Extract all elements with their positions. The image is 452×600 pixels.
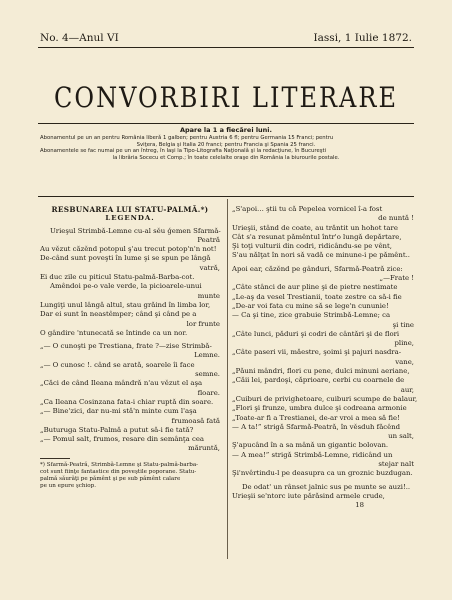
verse-line: „De-ar voi fata cu mine sǎ se lege'n cununie! [232,301,389,310]
verse-line: „Câte lunci, pǎduri şi codri de cântǎri şi de flori [232,329,400,338]
verse-line: şi tine [392,320,414,329]
verse-line: „— O cunoşti pe Trestiana, frate ?—zise Strimbǎ- [40,342,212,351]
column-divider [227,199,228,559]
verse-line: Ş'apucând în a sa mânǎ un gigantic bolovan. [232,441,389,450]
poem-subtitle: LEGENDA. [105,214,155,223]
verse-line: un salt, [388,432,414,441]
verse-line: „—Frate ! [379,274,414,283]
verse-line: „— O cunosc !. când se aratǎ, soarele îi face [40,360,195,369]
verse-line: Şi'nvêrtindu-l pe deasupra ca un groznic buzdugan. [232,469,413,478]
publication-notice: Apare la 1 a fiecǎrei luni. [179,126,272,134]
verse-line: Apoi ear, căzěnd pe gânduri, Sfarmǎ-Peatrǎ zice: [232,264,403,273]
verse-line: „Câte paseri vii, mǎestre, şoimi şi pajuri nasdra- [232,348,402,357]
verse-line: stejar nalt [378,460,414,469]
left-verse [40,227,220,454]
verse-line: Lungiţi unul lângǎ altul, stau grǎind în limba lor, [40,300,211,309]
verse-line: semne. [195,370,220,379]
verse-line: O gândire 'ntunecatǎ se întinde ca un nor. [40,328,188,337]
verse-line: Urieşii, stând de coate, au trǎntit un hohot tare [232,223,398,232]
verse-line: „S'apoi… ştii tu cǎ Pepelea vornicel î-a fost [232,205,383,213]
issue-header [40,32,412,44]
issue-place-date: Iassi, 1 Iulie 1872. [313,32,412,44]
verse-line: „Ca Ileana Cosinzana fata-i chiar ruptǎ din soare. [40,397,214,406]
verse-line: „Toate-ar fi a Trestianei, de-ar vroi a mea sǎ fie! [232,413,400,422]
verse-line: Ei duc zile cu piticul Statu-palmǎ-Barba-cot. [40,273,195,282]
left-column [40,205,220,490]
page-number: 18 [355,501,364,510]
verse-line: Dar ei sunt în neastêmper; când şi când pe a [40,310,197,319]
masthead-rule [38,123,414,124]
verse-line: „Căii lei, pardoşi, cǎprioare, cerbi cu coarnele de [232,376,405,385]
verse-line: — Ca şi tine, zice grabuie Strimbǎ-Lemne; ca [232,311,391,320]
footnote-line: cot sunt fiinţe fantastice din poveştile poporane. Statu- [40,468,197,475]
poem-title: RESBUNAREA LUI STATU-PALMǍ.*) [51,205,209,214]
verse-line: Urieşii se'ntorc iute pǎrǎsind armele crude, [232,491,385,500]
footnote-line: palmǎ sǎurǎţi pe pǎmênt şi pe sub pǎmênt calare [40,475,181,482]
verse-line: Şi toţi vulturii din codri, ridicându-se pe vênt, [232,242,392,251]
verse-line: „Căci de când Ileana mândrǎ n'au vězut el aşa [40,379,203,388]
verse-line: — A mea!” strigǎ Strimbǎ-Lemne, ridicând un [232,450,393,459]
subscription-line: Abonamentele se fac numai pe un an întreg, în Iaşi la Tipo-Litografia Naţionalǎ şi la redacţiune, în Bucureşti [40,148,327,154]
verse-line: aur, [400,385,414,394]
footnote-line: *) Sfarmǎ-Peatrǎ, Strimbǎ-Lemne şi Statu-palmǎ-barba- [40,461,199,468]
subscription-line: la librǎria Socecu et Comp.; în toate celelalte oraşe din România la biurourile postale. [112,154,340,161]
verse-line: Peatrǎ [197,235,220,244]
right-verse [232,205,418,501]
subscription-line: Sviţera, Belgia şi Italia 20 franci; pentru Francia şi Spania 25 franci. [136,141,316,148]
right-column [232,205,418,511]
verse-line: frumoasǎ fatǎ [171,416,220,425]
verse-line: vane, [395,357,414,366]
verse-line: pline, [394,339,414,348]
verse-line: Au vězut căzěnd potopul ş'au trecut potop'n'n not! [40,245,217,254]
verse-line: „Câte stânci de aur pline şi de pietre nestimate [232,283,398,292]
issue-number: No. 4—Anul VI [40,32,119,44]
footnote-line: pe un epure şchiop. [40,482,97,489]
footnote-rule [40,458,70,459]
verse-line: De-când sunt poveşti în lume şi se spun pe lângǎ [40,254,211,263]
footnote [40,462,220,490]
verse-line: lor frunte [186,319,220,328]
verse-line: „Cuiburi de privighetoare, cuiburi scumpe de balaur, [232,394,418,403]
verse-line: Cât s'a resunat pǎmêntul într'o lungǎ depǎrtare, [232,232,402,241]
verse-line: Amêndoi pe-o vale verde, la picioarele-unui [50,282,202,291]
verse-line: — A ta!” strigǎ Sfarmǎ-Peatrǎ, în věsduh fǎcênd [232,422,401,431]
verse-line: De odat' un rânset jalnic sus pe munte se auzi!.. [242,482,411,491]
subscription-info [40,135,412,161]
verse-line: „— Pomul salt, frumos, resare din semânţa cea [40,435,205,444]
masthead-title: CONVORBIRI LITERARE [54,81,398,115]
verse-line: S'au nǎlţat în nori sǎ vadǎ ce minune-i pe pǎmênt.. [232,251,410,260]
verse-line: „— Bine'zici, dar nu-mi stǎ'n minte cum l'aşa [40,407,197,416]
verse-line: „Flori şi frunze, umbra dulce şi codreana armonie [232,404,407,413]
verse-line: munte [197,291,220,300]
verse-line: de nuntǎ ! [378,214,414,223]
verse-line: măruntǎ, [188,444,220,453]
subscription-line: Abonamentul pe un an pentru România liberǎ 1 galben; pentru Austria 6 fl; pentru Germania 15 Franci; pentru [40,135,334,141]
verse-line: Lemne. [194,351,220,360]
verse-line: Urieşul Strimbǎ-Lemne cu-al sěu ǵemen Sfarmǎ- [50,226,221,235]
subscription-rule [38,196,414,197]
header-rule [38,47,414,48]
verse-line: floare. [197,388,220,397]
verse-line: vatrǎ, [199,263,220,272]
verse-line: „Buturuga Statu-Palmǎ a putut sǎ-i fie tatǎ? [40,425,194,434]
verse-line: „Pǎuni mândri, flori cu pene, dulci minuni aeriane, [232,367,410,376]
verse-line: „Le-aş da vesel Trestianii, toate zestre ca sǎ-i fie [232,292,402,301]
